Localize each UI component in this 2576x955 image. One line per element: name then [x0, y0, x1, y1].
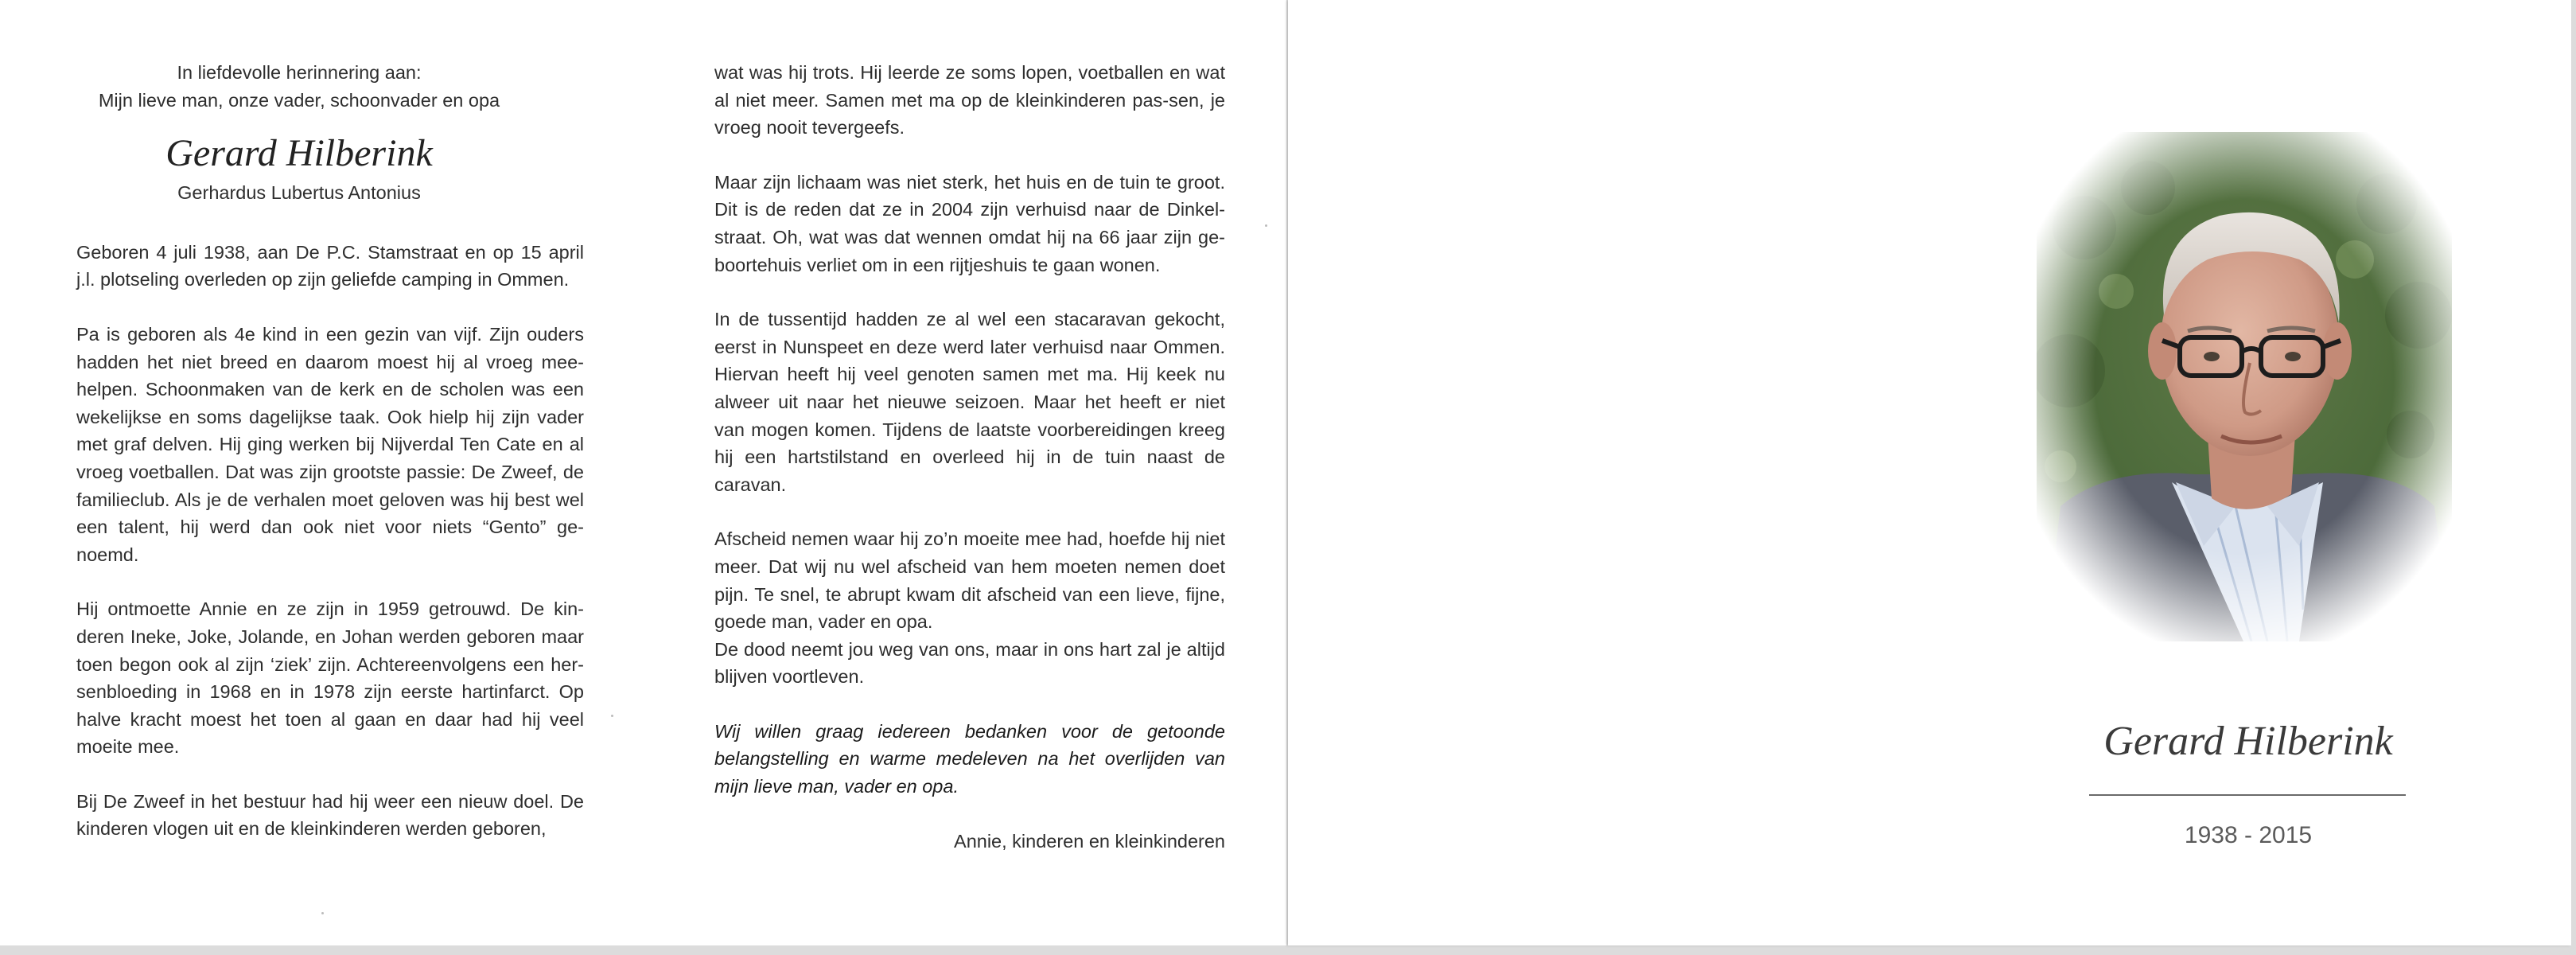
- intro-line-2: Mijn lieve man, onze vader, schoonvader en opa: [98, 89, 500, 111]
- full-name: Gerhardus Lubertus Antonius: [177, 182, 421, 204]
- paragraph-childhood: Pa is geboren als 4e kind in een gezin van vijf. Zijn ouders hadden het niet breed en daarom moest hij al vroeg mee-helpen. Schoonmaken van de kerk en de scholen was een wekelijkse en soms dagelijkse taak. Ook hielp hij zijn vader met graf delven. Hij ging werken bij Nijverdal Ten Cate en al vroeg voetballen. Dat was zijn grootste passie: De Zweef, de familieclub. Als je de verhalen moet geloven was hij best wel een talent, hij werd dan ook niet voor niets “Gento” ge-noemd.: [76, 323, 584, 565]
- portrait-photo: [2037, 132, 2452, 641]
- paragraph-moving: Maar zijn lichaam was niet sterk, het huis en de tuin te groot. Dit is de reden dat ze in 2004 zijn verhuisd naar de Dinkel-straat. Oh, wat was dat wennen omdat hij na 66 jaar zijn ge-boortehuis verliet om in een rijtjeshuis te gaan wonen.: [714, 171, 1225, 275]
- paragraph-caravan: In de tussentijd hadden ze al wel een stacaravan gekocht, eerst in Nunspeet en deze werd later verhuisd naar Ommen. Hiervan heeft hij veel genoten samen met ma. Hij keek nu alweer uit naar het nieuwe seizoen. Maar het heeft er niet van mogen komen. Tijdens de laatste voorbereidingen kreeg hij een hartstilstand en overleed hij in de tuin naast de caravan.: [714, 309, 1225, 495]
- paragraph-death: De dood neemt jou weg van ons, maar in ons hart zal je altijd blijven voortleven.: [714, 638, 1225, 688]
- paragraph-grandchildren: wat was hij trots. Hij leerde ze soms lopen, voetballen en wat al niet meer. Samen met ma op de kleinkinderen pas-sen, je vroeg nooit tevergeefs.: [714, 62, 1225, 138]
- deceased-name-heading: Gerard Hilberink: [165, 132, 433, 175]
- paragraph-zweef: Bij De Zweef in het bestuur had hij weer een nieuw doel. De kinderen vlogen uit en de kleinkinderen werden geboren,: [76, 790, 584, 840]
- paragraph-marriage: Hij ontmoette Annie en ze zijn in 1959 getrouwd. De kin-deren Ineke, Joke, Jolande, en Johan werden geboren maar toen begon ook al zijn ‘ziek’ zijn. Achtereenvolgens een her-senbloeding in 1968 en in 1978 zijn eerste hartinfarct. Op halve kracht moest het toen al gaan en daar had hij veel moeite mee.: [76, 598, 584, 758]
- paragraph-farewell: Afscheid nemen waar hij zo’n moeite mee had, hoefde hij niet meer. Dat wij nu wel afscheid van hem moeten nemen doet pijn. Te snel, te abrupt kwam dit afscheid van een lieve, fijne, goede man, vader en opa.: [714, 528, 1225, 633]
- intro-line-1: In liefdevolle herinnering aan:: [177, 62, 422, 83]
- text-column-right: [714, 59, 1225, 855]
- signature: Annie, kinderen en kleinkinderen: [954, 830, 1225, 852]
- paper-speck: [611, 715, 613, 717]
- paragraph-birth: Geboren 4 juli 1938, aan De P.C. Stamstraat en op 15 april j.l. plotseling overleden op zijn geliefde camping in Ommen.: [76, 241, 584, 290]
- paper-speck: [1265, 224, 1267, 227]
- divider-line: [2089, 794, 2406, 796]
- portrait-illustration: [2037, 132, 2452, 641]
- cover-name: Gerard Hilberink: [2103, 719, 2393, 764]
- paper-speck: [321, 912, 324, 914]
- text-column-left: [76, 59, 584, 843]
- thanks-note: Wij willen graag iedereen bedanken voor de getoonde belangstelling en warme medeleven na het overlijden van mijn lieve man, vader en opa.: [714, 720, 1225, 797]
- left-page: [0, 0, 1286, 945]
- life-years: 1938 - 2015: [2184, 822, 2313, 848]
